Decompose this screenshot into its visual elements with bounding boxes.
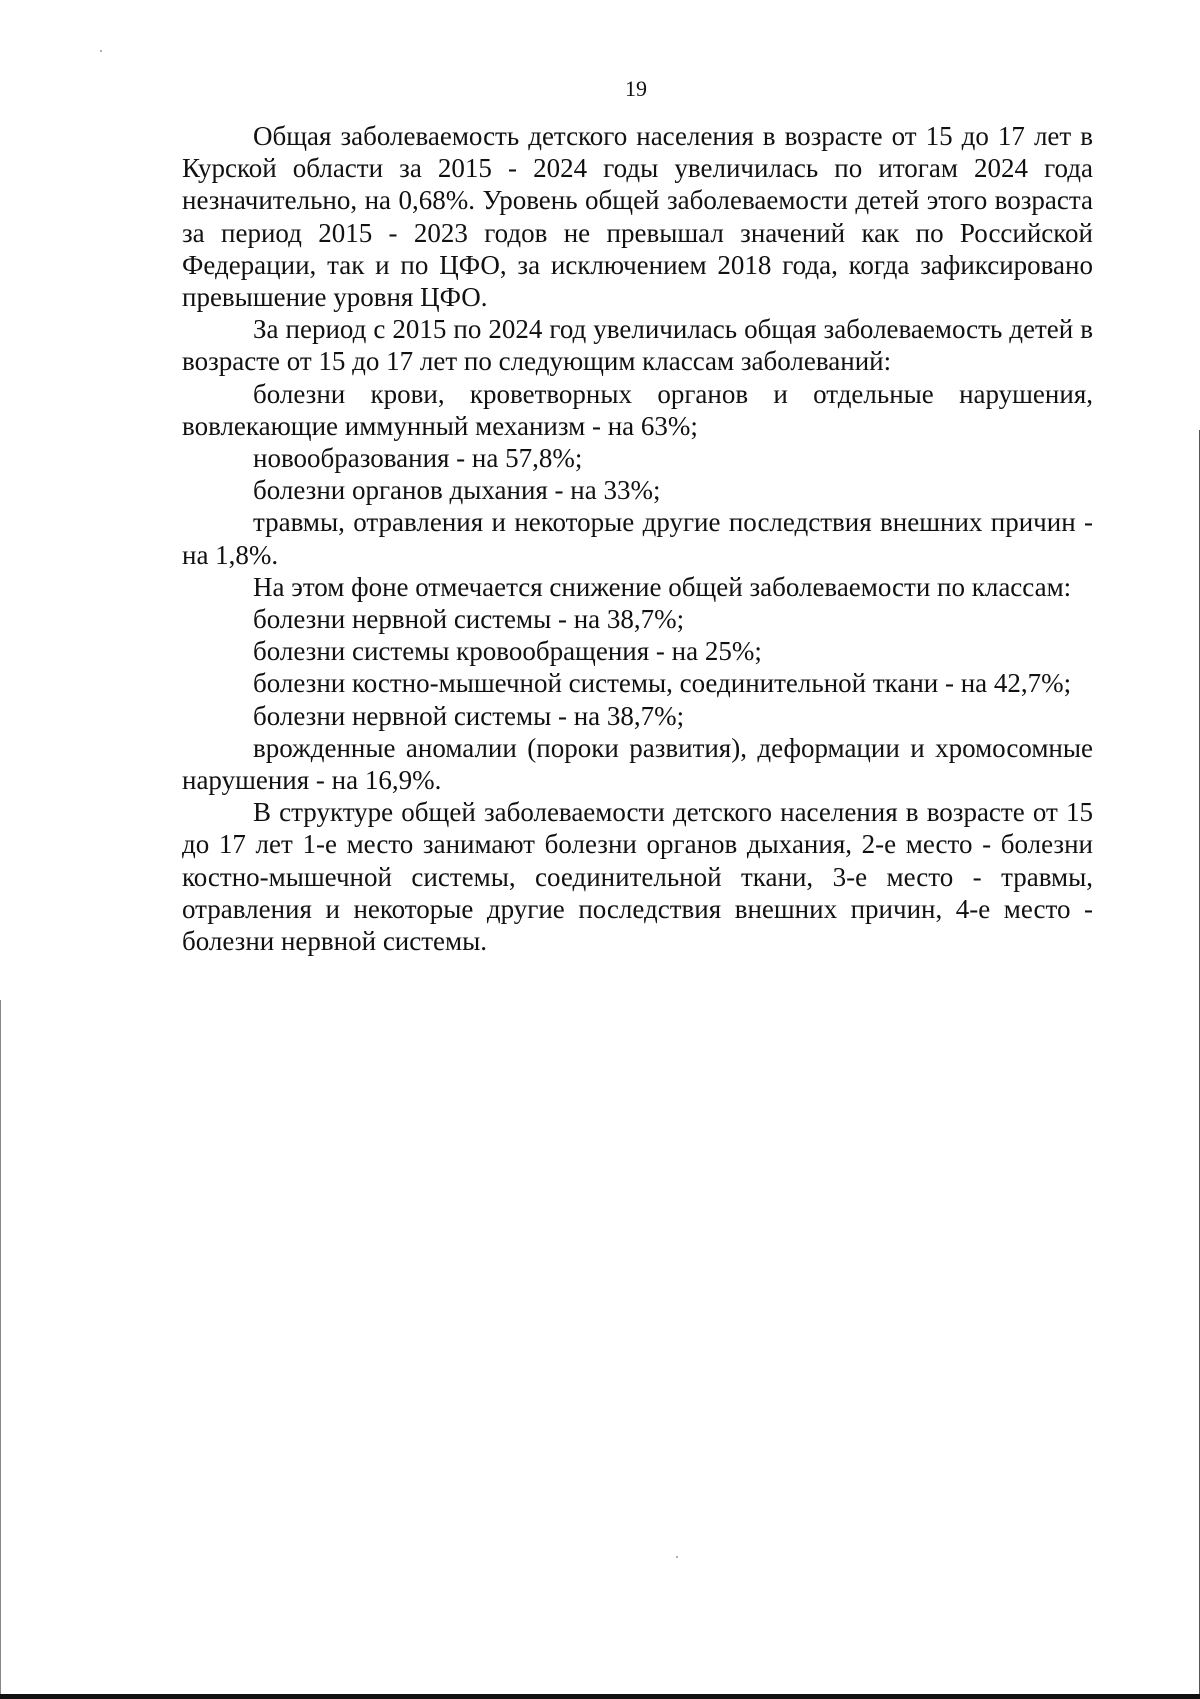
list-item-blood-diseases: болезни крови, кроветворных органов и отдельные нарушения, вовлекающие иммунный механизм - на 63%;	[182, 378, 1093, 441]
scan-speck	[676, 1556, 678, 1558]
document-body	[182, 120, 1093, 957]
list-item-nervous-system-repeat: болезни нервной системы - на 38,7%;	[253, 700, 685, 731]
paragraph-structure: В структуре общей заболеваемости детского населения в возрасте от 15 до 17 лет 1-е место занимают болезни органов дыхания, 2-е место - болезни костно-мышечной системы, соединительной ткани, 3-е место - травмы, отравления и некоторые другие последствия внешних причин, 4-е место - болезни нервной системы.	[182, 797, 1093, 957]
list-item-nervous-system: болезни нервной системы - на 38,7%;	[253, 604, 685, 635]
paragraph-decrease-intro: На этом фоне отмечается снижение общей заболеваемости по классам:	[253, 571, 1072, 602]
list-item-musculoskeletal: болезни костно-мышечной системы, соединительной ткани - на 42,7%;	[253, 668, 1072, 699]
page-number: 19	[625, 76, 647, 101]
paragraph-increase-intro: За период с 2015 по 2024 год увеличилась общая заболеваемость детей в возрасте от 15 до 17 лет по следующим классам заболеваний:	[182, 314, 1093, 377]
list-item-congenital: врожденные аномалии (пороки развития), деформации и хромосомные нарушения - на 16,9%.	[182, 732, 1093, 796]
list-item-respiratory: болезни органов дыхания - на 33%;	[253, 475, 661, 506]
scan-edge-left	[0, 1000, 1, 1699]
paragraph-general-morbidity: Общая заболеваемость детского населения в возрасте от 15 до 17 лет в Курской области за 2015 - 2024 годы увеличилась по итогам 2024 года незначительно, на 0,68%. Уровень общей заболеваемости детей этого возраста за период 2015 - 2023 годов не превышал значений как по Российской Федерации, так и по ЦФО, за исключением 2018 года, когда зафиксировано превышение уровня ЦФО.	[182, 121, 1093, 313]
scan-edge-bottom	[0, 1694, 1200, 1699]
list-item-circulatory: болезни системы кровообращения - на 25%;	[253, 636, 762, 667]
list-item-injuries: травмы, отравления и некоторые другие последствия внешних причин - на 1,8%.	[182, 507, 1093, 570]
scan-speck	[100, 50, 102, 52]
list-item-neoplasms: новообразования - на 57,8%;	[253, 443, 583, 474]
